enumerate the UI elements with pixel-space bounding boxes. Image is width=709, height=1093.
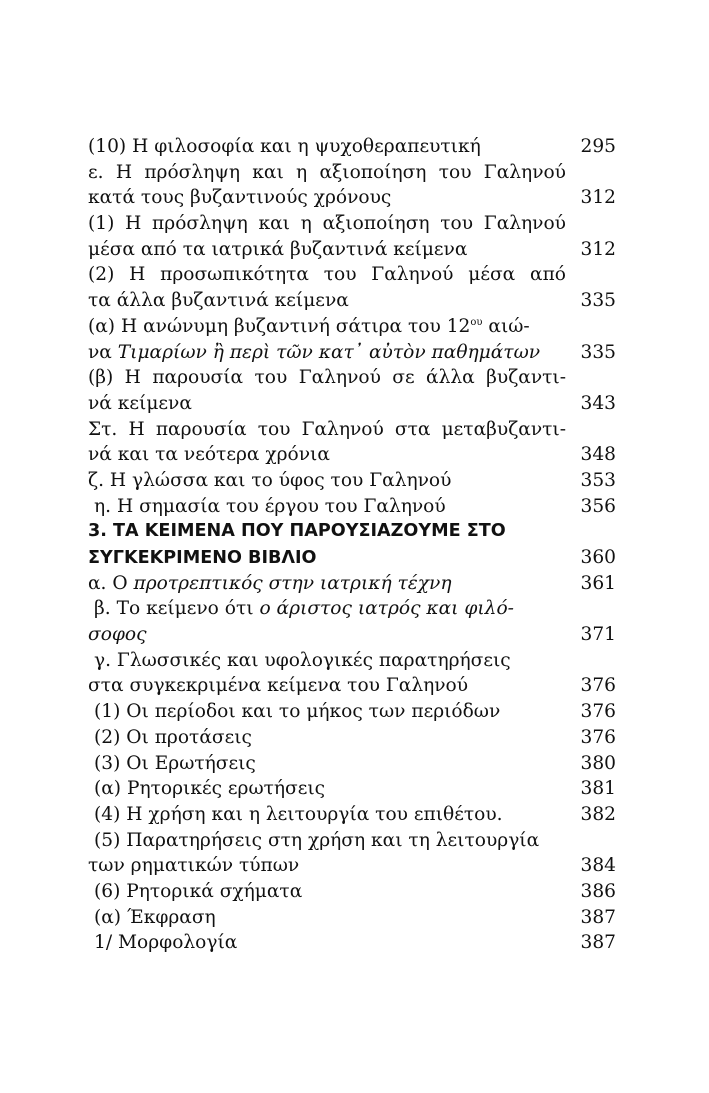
toc-entry-title: (1) Οι περίοδοι και το μήκος των περιόδων [94,701,501,723]
toc-entry-title: η. Η σημασία του έργου του Γαληνού [94,495,446,517]
toc-entry-title: (α) Έκφραση [94,906,216,928]
toc-entry-title: β. Το κείμενο ότι ο άριστος ιατρός και φιλό- [94,598,514,620]
toc-entry-title: Στ. Η παρουσία του Γαληνού στα μεταβυζαντι- [88,418,566,440]
toc-entry-title: να Τιμαρίων ἢ περὶ τῶν κατ᾽ αὐτὸν παθημάτων [88,341,541,363]
toc-entry-title: ζ. Η γλώσσα και το ύφος του Γαληνού [88,469,452,491]
toc-page-number: 387 [580,906,616,928]
toc-page-number: 295 [580,136,616,157]
toc-page-number: 335 [580,341,616,363]
toc-entry [88,673,616,699]
toc-entry [88,340,616,366]
toc-page-number: 380 [580,752,616,774]
italic-title: Τιμαρίων ἢ περὶ τῶν κατ᾽ αὐτὸν παθημάτων [117,341,541,363]
toc-entry [88,442,616,468]
toc-entry [88,185,616,211]
italic-title: ο άριστος ιατρός και φιλό- [259,598,514,620]
toc-page-number: 353 [580,469,616,491]
toc-section-heading [88,545,616,571]
toc-page-number: 312 [580,238,616,260]
toc-entry-title: των ρηματικών τύπων [88,855,300,877]
toc-entry-title: (6) Ρητορικά σχήματα [94,880,303,902]
toc-page-number: 387 [580,932,616,954]
toc-entry [88,365,616,391]
toc-page-number: 348 [580,444,616,466]
toc-page-number: 335 [580,290,616,312]
toc-entry [88,211,616,237]
toc-page-number: 356 [580,495,616,517]
toc-entry [88,802,616,828]
toc-entry-title: τα άλλα βυζαντινά κείμενα [88,290,349,312]
toc-page-number: 384 [580,855,616,877]
toc-entry [88,237,616,263]
toc-page-number: 381 [580,778,616,800]
toc-entry-title: (α) Ρητορικές ερωτήσεις [94,778,326,800]
toc-entry-title: (β) Η παρουσία του Γαληνού σε άλλα βυζαντι- [88,367,566,389]
toc-entry-title: (10) Η φιλοσοφία και η ψυχοθεραπευτική [88,136,481,157]
toc-page-number: 386 [580,880,616,902]
toc-entry-title: σοφος [88,624,147,646]
toc-entry [88,468,616,494]
toc-entry [88,622,616,648]
toc-entry [88,494,616,520]
toc-entry-title: νά κείμενα [88,392,192,414]
toc-page-number: 360 [580,547,616,568]
italic-title: προτρεπτικός στην ιατρική τέχνη [133,572,452,594]
toc-entry [88,596,616,622]
superscript: ου [470,316,483,328]
toc-entry-title: μέσα από τα ιατρικά βυζαντινά κείμενα [88,238,468,260]
toc-entry [88,314,616,340]
toc-page-number: 361 [580,572,616,594]
toc-entry [88,725,616,751]
toc-page-number: 343 [580,392,616,414]
toc-page-number: 382 [580,803,616,825]
table-of-contents [88,134,616,956]
toc-page-number: 376 [580,675,616,697]
toc-page-number: 312 [580,187,616,209]
toc-page-number: 376 [580,701,616,723]
toc-entry [88,776,616,802]
toc-entry-title: 3. ΤΑ ΚΕΙΜΕΝΑ ΠΟΥ ΠΑΡΟΥΣΙΑΖΟΥΜΕ ΣΤΟ [88,521,506,542]
toc-entry [88,417,616,443]
toc-entry-title: (α) Η ανώνυμη βυζαντινή σάτιρα του $12^{o\upsilon}$ αιώ- [88,315,530,337]
toc-entry [88,648,616,674]
toc-entry [88,391,616,417]
toc-page-number: 371 [580,624,616,646]
toc-entry-title: (5) Παρατηρήσεις στη χρήση και τη λειτουργία [94,829,540,851]
toc-entry [88,879,616,905]
toc-entry-title: στα συγκεκριμένα κείμενα του Γαληνού [88,675,469,697]
toc-entry-title: (3) Οι Ερωτήσεις [94,752,256,774]
toc-entry [88,751,616,777]
toc-section-heading [88,519,616,545]
toc-entry [88,134,616,160]
toc-entry [88,828,616,854]
toc-entry-title: κατά τους βυζαντινούς χρόνους [88,187,392,209]
toc-entry-title: γ. Γλωσσικές και υφολογικές παρατηρήσεις [94,649,511,671]
toc-entry [88,930,616,956]
toc-entry-title: α. Ο προτρεπτικός στην ιατρική τέχνη [88,572,452,594]
toc-entry-title: (1) Η πρόσληψη και η αξιοποίηση του Γαληνού [88,213,566,235]
toc-entry-title: (2) Οι προτάσεις [94,726,252,748]
toc-entry [88,853,616,879]
toc-entry [88,262,616,288]
toc-page-number: 376 [580,726,616,748]
toc-entry-title: (4) Η χρήση και η λειτουργία του επιθέτου. [94,803,503,825]
toc-entry-title: (2) Η προσωπικότητα του Γαληνού μέσα από [88,264,566,286]
toc-entry-title: ε. Η πρόσληψη και η αξιοποίηση του Γαληνού [88,161,566,183]
toc-entry [88,288,616,314]
toc-entry-title: νά και τα νεότερα χρόνια [88,444,330,466]
toc-entry-title: ΣΥΓΚΕΚΡΙΜΕΝΟ ΒΙΒΛΙΟ [88,548,317,568]
toc-entry-title: 1/ Μορφολογία [94,932,238,954]
toc-entry [88,905,616,931]
toc-entry [88,160,616,186]
toc-entry [88,571,616,597]
toc-entry [88,699,616,725]
